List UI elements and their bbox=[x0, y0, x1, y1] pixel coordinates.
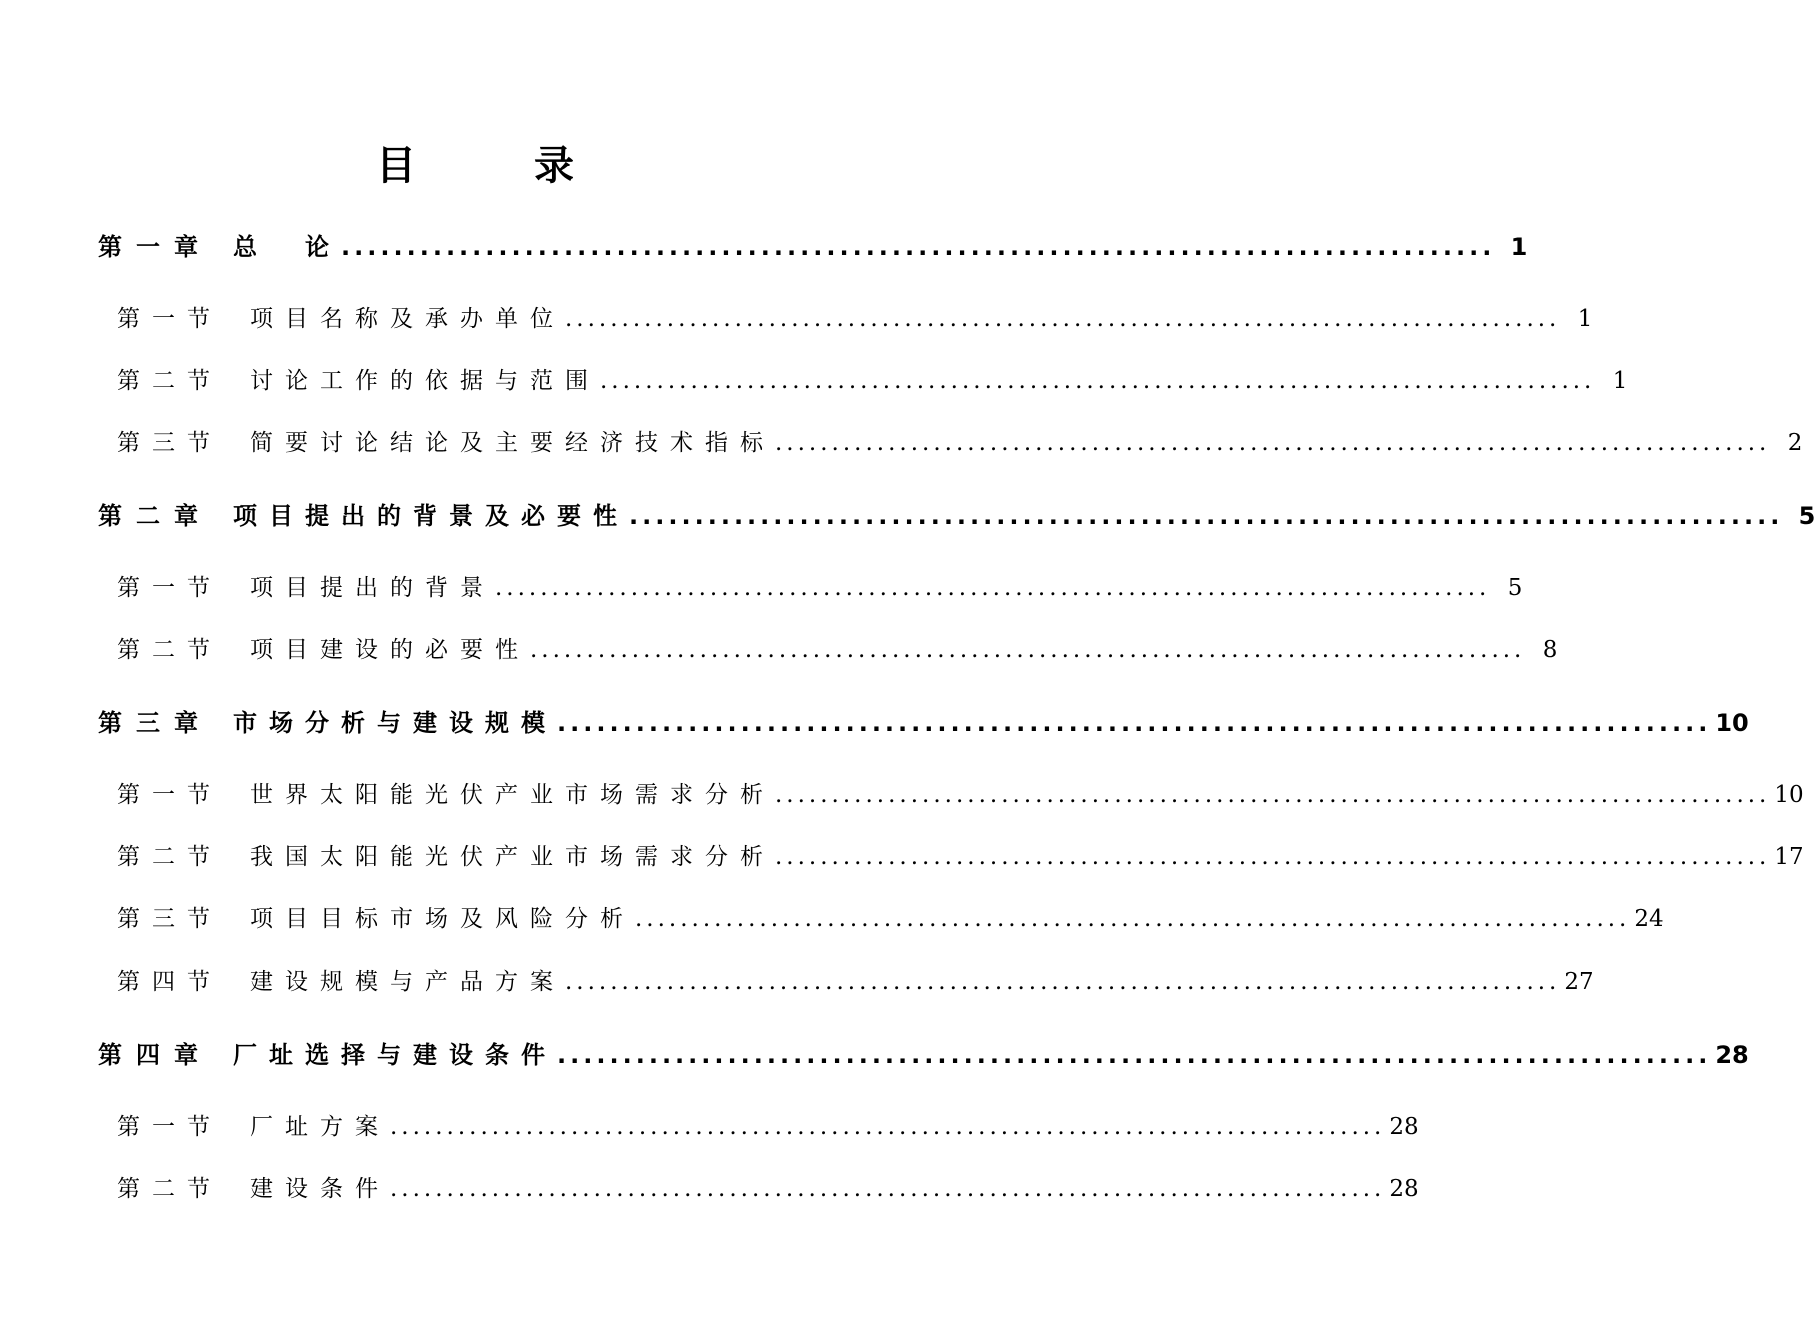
dot-leader: ........................................................................................ bbox=[775, 430, 1771, 456]
section-number: 第一节 bbox=[117, 575, 222, 601]
section-number: 第一节 bbox=[117, 1114, 222, 1140]
dot-leader: ........................................................................................ bbox=[635, 906, 1631, 932]
dot-leader: ........................................................................................ bbox=[557, 709, 1712, 737]
dot-leader: ........................................................................................ bbox=[565, 969, 1561, 995]
dot-leader: ........................................................................................ bbox=[495, 575, 1491, 601]
dot-leader: ........................................................................................ bbox=[530, 637, 1526, 663]
toc-title: 目 录 bbox=[376, 142, 626, 189]
section-number: 第二节 bbox=[117, 844, 222, 870]
toc-entry[interactable] bbox=[117, 965, 1594, 999]
section-number: 第二节 bbox=[117, 1176, 222, 1202]
toc-entry[interactable] bbox=[117, 302, 1593, 336]
section-title: 世界太阳能光伏产业市场需求分析 bbox=[250, 782, 775, 808]
page-number: 8 bbox=[1542, 637, 1558, 663]
page-number: 17 bbox=[1774, 844, 1804, 870]
section-title: 项目名称及承办单位 bbox=[250, 306, 565, 332]
page-number: 1 bbox=[1510, 233, 1528, 261]
toc-entry[interactable] bbox=[117, 778, 1804, 812]
section-title: 项目建设的必要性 bbox=[250, 637, 530, 663]
page-number: 27 bbox=[1564, 969, 1594, 995]
toc-entry[interactable] bbox=[98, 499, 1815, 533]
section-number: 第二节 bbox=[117, 637, 222, 663]
section-number: 第一节 bbox=[117, 782, 222, 808]
toc-entry[interactable] bbox=[117, 633, 1558, 667]
section-title: 厂址方案 bbox=[250, 1114, 390, 1140]
page-number: 1 bbox=[1577, 306, 1593, 332]
section-title: 建设规模与产品方案 bbox=[250, 969, 565, 995]
chapter-number: 第二章 bbox=[98, 502, 212, 530]
dot-leader: ........................................................................................ bbox=[390, 1114, 1386, 1140]
dot-leader: ........................................................................................ bbox=[775, 782, 1771, 808]
toc-entry[interactable] bbox=[117, 426, 1803, 460]
section-number: 第二节 bbox=[117, 368, 222, 394]
page-number: 24 bbox=[1634, 906, 1664, 932]
page-number: 5 bbox=[1798, 502, 1815, 530]
chapter-number: 第三章 bbox=[98, 709, 212, 737]
toc-entry[interactable] bbox=[117, 571, 1523, 605]
section-title: 我国太阳能光伏产业市场需求分析 bbox=[250, 844, 775, 870]
dot-leader: ........................................................................................ bbox=[565, 306, 1561, 332]
section-title: 项目目标市场及风险分析 bbox=[250, 906, 635, 932]
toc-entry[interactable] bbox=[117, 364, 1628, 398]
dot-leader: ........................................................................................ bbox=[629, 502, 1784, 530]
chapter-title: 厂址选择与建设条件 bbox=[233, 1041, 557, 1069]
page-number: 10 bbox=[1774, 782, 1804, 808]
chapter-number: 第一章 bbox=[98, 233, 212, 261]
page-number: 10 bbox=[1715, 709, 1749, 737]
page-number: 28 bbox=[1715, 1041, 1749, 1069]
toc-entry[interactable] bbox=[117, 902, 1664, 936]
section-number: 第四节 bbox=[117, 969, 222, 995]
dot-leader: ........................................................................................ bbox=[600, 368, 1596, 394]
section-title: 讨论工作的依据与范围 bbox=[250, 368, 600, 394]
dot-leader: ........................................................................................ bbox=[775, 844, 1771, 870]
dot-leader: ........................................................................................ bbox=[341, 233, 1496, 261]
toc-entry[interactable] bbox=[117, 840, 1804, 874]
section-title: 建设条件 bbox=[250, 1176, 390, 1202]
toc-entry[interactable] bbox=[117, 1110, 1419, 1144]
chapter-number: 第四章 bbox=[98, 1041, 212, 1069]
chapter-title: 市场分析与建设规模 bbox=[233, 709, 557, 737]
toc-entry[interactable] bbox=[117, 1172, 1419, 1206]
page-number: 28 bbox=[1389, 1114, 1419, 1140]
dot-leader: ........................................................................................ bbox=[557, 1041, 1712, 1069]
chapter-title: 总 论 bbox=[233, 233, 341, 261]
section-number: 第三节 bbox=[117, 430, 222, 456]
dot-leader: ........................................................................................ bbox=[390, 1176, 1386, 1202]
chapter-title: 项目提出的背景及必要性 bbox=[233, 502, 629, 530]
section-number: 第三节 bbox=[117, 906, 222, 932]
page-number: 2 bbox=[1787, 430, 1803, 456]
page-number: 5 bbox=[1507, 575, 1523, 601]
section-number: 第一节 bbox=[117, 306, 222, 332]
section-title: 简要讨论结论及主要经济技术指标 bbox=[250, 430, 775, 456]
page-number: 1 bbox=[1612, 368, 1628, 394]
toc-entry[interactable] bbox=[98, 1038, 1749, 1072]
toc-entry[interactable] bbox=[98, 706, 1749, 740]
page-number: 28 bbox=[1389, 1176, 1419, 1202]
section-title: 项目提出的背景 bbox=[250, 575, 495, 601]
toc-entry[interactable] bbox=[98, 230, 1528, 264]
